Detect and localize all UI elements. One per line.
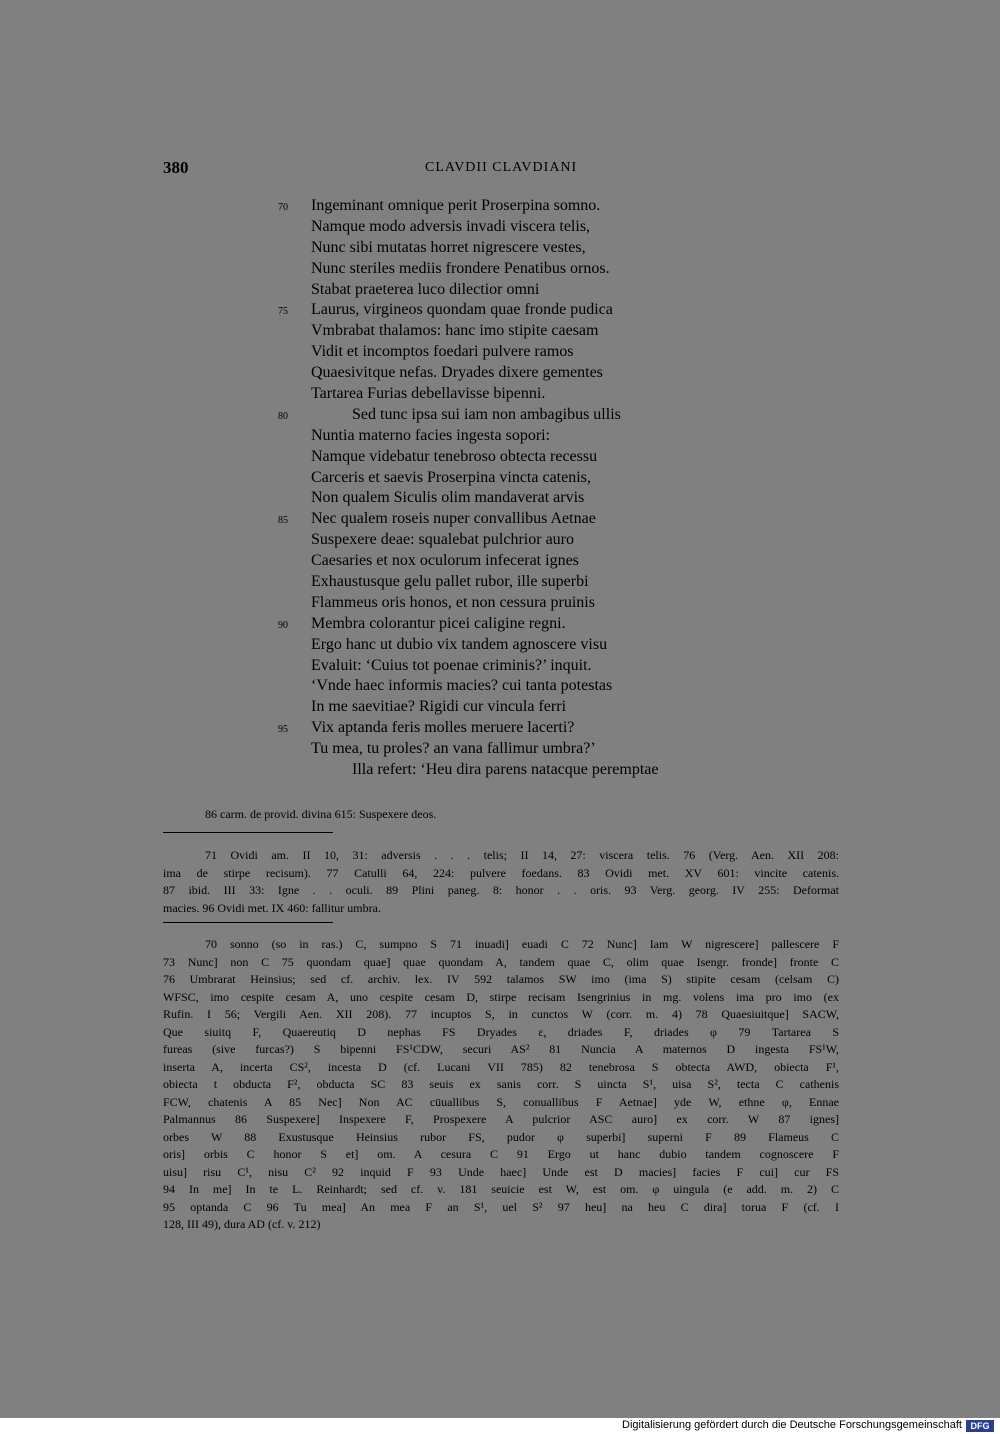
verse-text: Vmbrabat thalamos: hanc imo stipite caesam <box>311 322 599 340</box>
apparatus-line: 76 Umbrarat Heinsius; sed cf. archiv. lex. IV 592 talamos SW imo (ima S) stipite cesam (celsam C) <box>163 972 839 986</box>
verse-text: In me saevitiae? Rigidi cur vincula ferri <box>311 698 567 716</box>
fontes-line: macies. 96 Ovidi met. IX 460: fallitur umbra. <box>163 900 381 915</box>
verse-line <box>0 676 1000 697</box>
verse-line <box>0 238 1000 259</box>
fontes-line: ima de stirpe recisum). 77 Catulli 64, 224: pulvere foedans. 83 Ovidi met. XV 601: vincite catenis. <box>163 865 839 880</box>
verse-line <box>0 196 1000 217</box>
verse-number: 95 <box>278 724 288 736</box>
divider <box>163 832 333 833</box>
verse-line <box>0 321 1000 342</box>
verse-text: Membra colorantur picei caligine regni. <box>311 614 566 632</box>
verse-line <box>0 447 1000 468</box>
verse-text: Carceris et saevis Proserpina vincta catenis, <box>311 468 591 486</box>
verse-text: Namque modo adversis invadi viscera telis, <box>311 217 591 235</box>
verse-line <box>0 384 1000 405</box>
verse-line <box>0 259 1000 280</box>
footer-bar <box>0 1418 1000 1434</box>
verse-text: Ingeminant omnique perit Proserpina somno. <box>311 197 601 214</box>
verse-line <box>0 468 1000 489</box>
fontes-line: 71 Ovidi am. II 10, 31: adversis . . . telis; II 14, 27: viscera telis. 76 (Verg. Aen. XII 208: <box>205 848 839 862</box>
apparatus-line: fureas (sive furcas?) S bipenni FS¹CDW, securi AS² 81 Nuncia A maternos D ingesta FS¹W, <box>163 1042 839 1056</box>
verse-number: 70 <box>278 202 288 213</box>
apparatus-line: 95 optanda C 96 Tu mea] An mea F an S¹, uel S² 97 heu] na heu C dira] torua F (cf. I <box>163 1199 839 1214</box>
apparatus-line: inserta A, incerta CS², incesta D (cf. Lucani VII 785) 82 tenebrosa S obtecta AWD, obiecta F¹, <box>163 1059 839 1074</box>
apparatus-line: WFSC, imo cespite cesam A, uno cespite cesam D, stirpe recisam Isengrinius in mg. volens ima pro imo (ex <box>163 989 839 1004</box>
verse-text: Namque videbatur tenebroso obtecta recessu <box>311 447 598 465</box>
apparatus-line: uisu] risu C¹, nisu C² 92 inquid F 93 Unde haec] Unde est D macies] facies F cui] cur FS <box>163 1164 839 1179</box>
verse-number: 90 <box>278 619 288 631</box>
verse-line <box>0 593 1000 614</box>
apparatus-line: obiecta t obducta F², obducta SC 83 seuis ex sanis corr. S uincta S¹, uisa S², tecta C cathenis <box>163 1077 839 1091</box>
verse-line <box>0 217 1000 238</box>
verse-text: Exhaustusque gelu pallet rubor, ille superbi <box>311 573 589 591</box>
verse-number: 80 <box>278 410 288 422</box>
verse-text: Nunc steriles mediis frondere Penatibus ornos. <box>311 259 610 277</box>
verse-number: 75 <box>278 306 288 318</box>
verse-text: Nec qualem roseis nuper convallibus Aetnae <box>311 510 596 528</box>
verse-text: Laurus, virgineos quondam quae fronde pudica <box>311 301 613 319</box>
apparatus-line: oris] orbis C honor S et] om. A cesura C 91 Ergo ut hanc dubio tandem cognoscere F <box>163 1147 839 1161</box>
verse-line <box>0 739 1000 760</box>
verse-text: Vix aptanda feris molles meruere lacerti? <box>311 719 575 737</box>
verse-line <box>0 614 1000 635</box>
apparatus-line: 70 sonno (so in ras.) C, sumpno S 71 inuadi] euadi C 72 Nunc] Iam W nigrescere] pallescere F <box>205 937 839 951</box>
fontes-notes <box>163 847 839 917</box>
testimonia <box>163 807 839 822</box>
verse-line <box>0 656 1000 677</box>
footer-credit: Digitalisierung gefördert durch die Deutsche Forschungsgemeinschaft <box>622 1419 962 1431</box>
verse-line <box>0 280 1000 301</box>
verse-line <box>0 760 1000 781</box>
verse-text: Quaesivitque nefas. Dryades dixere gementes <box>311 364 603 382</box>
verse-text: Suspexere deae: squalebat pulchrior auro <box>311 531 575 549</box>
apparatus-line: orbes W 88 Exustusque Heinsius rubor FS, pudor φ superbi] superni F 89 Flameus C <box>163 1129 839 1144</box>
verse-text: Nuntia materno facies ingesta sopori: <box>311 426 551 444</box>
running-head: CLAVDII CLAVDIANI <box>425 160 578 175</box>
apparatus-line: Rufin. I 56; Vergili Aen. XII 208). 77 incuptos S, in cunctos W (corr. m. 4) 78 Quaesiuitque] SACW, <box>163 1007 839 1021</box>
verse-line <box>0 426 1000 447</box>
verse-line <box>0 300 1000 321</box>
verse-line <box>0 572 1000 593</box>
verse-text: Evaluit: ‘Cuius tot poenae criminis?’ inquit. <box>311 656 592 674</box>
apparatus-line: Que siuitq F, Quaereutiq D nephas FS Dryades ε, driades F, driades φ 79 Tartarea S <box>163 1024 839 1039</box>
verse-line <box>0 530 1000 551</box>
apparatus-line: FCW, chatenis A 85 Nec] Non AC cūuallibus S, conuallibus F Aetnae] yde W, ethne φ, Ennae <box>163 1094 839 1109</box>
verse-text: Illa refert: ‘Heu dira parens natacque peremptae <box>352 761 659 779</box>
page-number: 380 <box>163 158 189 177</box>
verse-text: Flammeus oris honos, et non cessura pruinis <box>311 593 595 611</box>
poem-text <box>0 196 1000 781</box>
verse-line <box>0 488 1000 509</box>
verse-line <box>0 635 1000 656</box>
verse-line <box>0 405 1000 426</box>
verse-line <box>0 509 1000 530</box>
verse-text: Tu mea, tu proles? an vana fallimur umbra?’ <box>311 740 596 758</box>
apparatus-line: 128, III 49), dura AD (cf. v. 212) <box>163 1217 321 1231</box>
apparatus-line: 94 In me] In te L. Reinhardt; sed cf. v. 181 seuicie est W, est om. φ uingula (e add. m. 2) C <box>163 1182 839 1196</box>
verse-text: Non qualem Siculis olim mandaverat arvis <box>311 489 585 507</box>
verse-text: Tartarea Furias debellavisse bipenni. <box>311 385 546 403</box>
verse-text: Sed tunc ipsa sui iam non ambagibus ullis <box>352 405 621 423</box>
verse-line <box>0 718 1000 739</box>
verse-text: Stabat praeterea luco dilectior omni <box>311 280 540 298</box>
verse-number: 85 <box>278 515 288 527</box>
verse-line <box>0 363 1000 384</box>
verse-text: Nunc sibi mutatas horret nigrescere vestes, <box>311 238 586 256</box>
verse-text: Caesaries et nox oculorum infecerat ignes <box>311 552 579 570</box>
dfg-logo: DFG <box>966 1420 994 1432</box>
apparatus-line: 73 Nunc] non C 75 quondam quae] quae quondam A, tandem quae C, olim quae Isengr. fronde] fronte C <box>163 954 839 969</box>
verse-text: Vidit et incomptos foedari pulvere ramos <box>311 343 574 361</box>
apparatus-line: Palmannus 86 Suspexere] Inspexere F, Prospexere A pulcrior ASC auro] ex corr. W 87 ignes] <box>163 1112 839 1126</box>
verse-text: ‘Vnde haec informis macies? cui tanta potestas <box>311 677 613 695</box>
verse-line <box>0 342 1000 363</box>
verse-line <box>0 551 1000 572</box>
verse-line <box>0 697 1000 718</box>
fontes-line: 87 ibid. III 33: Igne . . oculi. 89 Plini paneg. 8: honor . . oris. 93 Verg. georg. IV 255: Deformat <box>163 883 839 897</box>
verse-text: Ergo hanc ut dubio vix tandem agnoscere visu <box>311 635 608 653</box>
divider <box>163 922 333 923</box>
testimonia-line: 86 carm. de provid. divina 615: Suspexere deos. <box>205 807 437 821</box>
critical-apparatus <box>163 936 839 1234</box>
